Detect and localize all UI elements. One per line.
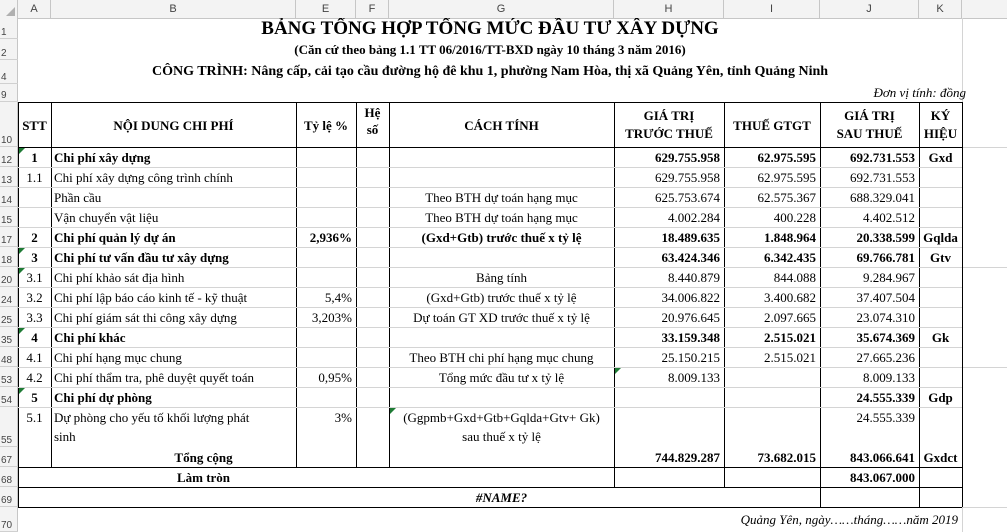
header-post-tax: GIÁ TRỊ [844,108,895,123]
cell-pre-tax[interactable]: 8.009.133 [668,370,720,385]
cell-symbol[interactable]: Gdp [928,390,953,405]
header-method: CÁCH TÍNH [464,118,539,133]
cell-method[interactable]: (Gxd+Gtb) trước thuế x tỷ lệ [426,290,577,305]
row-header[interactable]: 67 [0,447,18,467]
cell-content[interactable]: Chi phí quản lý dự án [54,230,176,245]
cell-vat[interactable]: 2.515.021 [764,350,816,365]
select-all-corner[interactable] [0,0,18,18]
row-header[interactable]: 69 [0,487,18,507]
cell-post-tax[interactable]: 20.338.599 [856,230,915,245]
cell-symbol[interactable]: Gk [931,330,950,345]
cell-post-tax[interactable]: 692.731.553 [850,170,915,185]
col-header-I[interactable]: I [724,0,820,18]
cell-stt[interactable]: 4 [31,330,38,345]
cell-pre-tax[interactable]: 629.755.958 [655,150,720,165]
row-header[interactable]: 14 [0,187,18,207]
cell-post-tax[interactable]: 24.555.339 [856,390,915,405]
cell-pre-tax[interactable]: 63.424.346 [661,250,720,265]
report-subtitle: (Căn cứ theo bảng 1.1 TT 06/2016/TT-BXD ngày 10 tháng 3 năm 2016) [294,42,686,57]
cell-stt[interactable]: 4.1 [26,350,43,365]
row-header[interactable]: 10 [0,102,18,147]
cell-content[interactable]: Chi phí xây dựng [54,150,151,165]
row-header[interactable]: 24 [0,287,18,307]
cell-vat[interactable]: 2.097.665 [764,310,816,325]
row-header[interactable]: 68 [0,467,18,487]
cell-vat[interactable]: 2.515.021 [764,330,816,345]
cell-post-tax[interactable]: 35.674.369 [856,330,915,345]
cell-rate[interactable]: 3% [334,410,352,425]
cell-pre-tax[interactable]: 8.440.879 [668,270,720,285]
name-error-cell[interactable]: #NAME? [475,490,528,505]
cell-vat[interactable]: 62.975.595 [757,170,816,185]
col-header-G[interactable]: G [389,0,614,18]
total-vat[interactable]: 73.682.015 [757,450,816,465]
worksheet [18,18,1007,532]
cell-method[interactable]: Theo BTH dự toán hạng mục [425,210,578,225]
project-name: CÔNG TRÌNH: Nâng cấp, cải tạo cầu đường hộ đê khu 1, phường Nam Hòa, thị xã Quảng Yên, tỉnh Quảng Ninh [151,64,829,79]
cell-vat[interactable]: 6.342.435 [764,250,816,265]
row-header[interactable]: 48 [0,347,18,367]
col-header-F[interactable]: F [356,0,389,18]
cell-stt[interactable]: 3.1 [26,270,43,285]
report-title: BẢNG TỔNG HỢP TỔNG MỨC ĐẦU TƯ XÂY DỰNG [261,18,719,39]
cell-content[interactable]: Chi phí hạng mục chung [54,350,182,365]
cell-vat[interactable]: 1.848.964 [764,230,816,245]
row-header[interactable]: 35 [0,327,18,347]
cell-post-tax[interactable]: 23.074.310 [856,310,915,325]
cell-method-cont: sau thuế x tỷ lệ [462,429,541,444]
col-header-B[interactable]: B [51,0,296,18]
total-symbol: Gxdct [923,450,958,465]
cell-pre-tax[interactable]: 34.006.822 [661,290,720,305]
cell-symbol[interactable]: Gqlda [923,230,958,245]
row-header[interactable]: 13 [0,167,18,187]
cell-method[interactable]: Theo BTH chi phí hạng mục chung [409,350,594,365]
cell-stt[interactable]: 5.1 [26,410,43,425]
cell-pre-tax[interactable]: 4.002.284 [668,210,720,225]
row-header[interactable]: 12 [0,147,18,167]
header-symbol: HIỆU [923,126,958,141]
cell-symbol[interactable]: Gtv [930,250,951,265]
col-header-K[interactable]: K [919,0,962,18]
row-header[interactable]: 54 [0,387,18,407]
header-rate: Tỷ lệ % [303,118,349,133]
cell-content[interactable]: Chi phí tư vấn đầu tư xây dựng [54,250,229,265]
cell-post-tax[interactable]: 688.329.041 [850,190,915,205]
cell-stt[interactable]: 3.3 [26,310,43,325]
header-pre-tax: GIÁ TRỊ [643,108,695,123]
header-post-tax: SAU THUẾ [836,126,903,141]
row-header[interactable]: 18 [0,247,18,267]
cell-post-tax[interactable]: 9.284.967 [863,270,915,285]
cell-stt[interactable]: 3 [31,250,38,265]
cell-rate[interactable]: 5,4% [324,290,352,305]
total-post-tax[interactable]: 843.066.641 [850,450,915,465]
cell-content[interactable]: Chi phí giám sát thi công xây dựng [54,310,237,325]
cell-method[interactable]: (Gxd+Gtb) trước thuế x tỷ lệ [421,230,582,245]
cell-post-tax[interactable]: 37.407.504 [856,290,915,305]
cell-rate[interactable]: 2,936% [309,230,352,245]
col-header-H[interactable]: H [614,0,724,18]
header-content: NỘI DUNG CHI PHÍ [113,118,234,133]
cell-pre-tax[interactable]: 25.150.215 [661,350,720,365]
col-header-J[interactable]: J [820,0,919,18]
row-header[interactable]: 70 [0,507,18,532]
cell-pre-tax[interactable]: 18.489.635 [661,230,720,245]
row-header-bar [0,18,18,532]
cell-vat[interactable]: 3.400.682 [764,290,816,305]
cell-content[interactable]: Chi phí lập báo cáo kinh tế - kỹ thuật [54,290,248,305]
cell-rate[interactable]: 0,95% [318,370,352,385]
col-header-A[interactable]: A [18,0,51,18]
cell-pre-tax[interactable]: 33.159.348 [661,330,720,345]
cell-pre-tax[interactable]: 625.753.674 [655,190,720,205]
cell-post-tax[interactable]: 24.555.339 [856,410,915,425]
column-header-bar [0,0,1007,19]
cell-post-tax[interactable]: 69.766.781 [856,250,915,265]
row-header[interactable]: 9 [0,84,18,102]
unit-label: Đơn vị tính: đồng [873,85,966,100]
cell-content[interactable]: Vận chuyển vật liệu [54,210,159,225]
cell-stt[interactable]: 5 [31,390,38,405]
cell-post-tax[interactable]: 4.402.512 [863,210,915,225]
cell-vat[interactable]: 844.088 [773,270,816,285]
cell-method[interactable]: Tổng mức đầu tư x tỷ lệ [438,370,565,385]
cell-content[interactable]: Chi phí xây dựng công trình chính [54,170,233,185]
cell-content[interactable]: Chi phí thẩm tra, phê duyệt quyết toán [54,370,255,385]
cell-vat[interactable]: 62.575.367 [757,190,816,205]
header-vat: THUẾ GTGT [733,118,811,133]
cell-symbol[interactable]: Gxd [928,150,953,165]
cell-post-tax[interactable]: 27.665.236 [856,350,915,365]
cell-stt[interactable]: 3.2 [26,290,43,305]
row-header[interactable]: 25 [0,307,18,327]
cell-vat[interactable]: 62.975.595 [757,150,816,165]
cell-post-tax[interactable]: 8.009.133 [863,370,915,385]
cell-content[interactable]: Chi phí dự phòng [54,390,152,405]
header-coef: số [366,122,379,137]
cell-method[interactable]: (Ggpmb+Gxd+Gtb+Gqlda+Gtv+ Gk) [403,410,600,425]
cell-rate[interactable]: 3,203% [311,310,352,325]
cell-stt[interactable]: 2 [31,230,38,245]
cell-content[interactable]: Chi phí khảo sát địa hình [54,270,185,285]
rounded-post-tax[interactable]: 843.067.000 [850,470,915,485]
row-header[interactable]: 17 [0,227,18,247]
total-label: Tổng cộng [174,450,233,465]
cell-stt[interactable]: 1.1 [26,170,43,185]
footer-date: Quảng Yên, ngày……tháng……năm 2019 [740,512,958,527]
cell-stt[interactable]: 4.2 [26,370,43,385]
total-pre-tax[interactable]: 744.829.287 [655,450,720,465]
row-header[interactable]: 2 [0,39,18,60]
rounded-label: Làm tròn [176,470,231,485]
cell-post-tax[interactable]: 692.731.553 [850,150,915,165]
cell-method[interactable]: Bảng tính [476,270,527,285]
header-pre-tax: TRƯỚC THUẾ [625,126,713,141]
row-header[interactable]: 4 [0,60,18,84]
cell-stt[interactable]: 1 [31,150,38,165]
col-header-E[interactable]: E [296,0,356,18]
cell-content-cont: sinh [54,429,76,444]
cell-method[interactable]: Theo BTH dự toán hạng mục [425,190,578,205]
cell-content[interactable]: Phần cầu [54,190,102,205]
cell-pre-tax[interactable]: 20.976.645 [661,310,720,325]
row-header[interactable]: 15 [0,207,18,227]
header-symbol: KÝ [930,108,951,123]
cell-vat[interactable]: 400.228 [773,210,816,225]
header-stt: STT [22,118,47,133]
row-header[interactable]: 55 [0,407,18,447]
row-header[interactable]: 1 [0,18,18,39]
row-header[interactable]: 53 [0,367,18,387]
row-header[interactable]: 20 [0,267,18,287]
cell-method[interactable]: Dự toán GT XD trước thuế x tỷ lệ [413,310,590,325]
cell-content[interactable]: Dự phòng cho yếu tố khối lượng phát [54,410,250,425]
header-coef: Hệ [364,105,381,120]
cell-content[interactable]: Chi phí khác [54,330,126,345]
cell-pre-tax[interactable]: 629.755.958 [655,170,720,185]
